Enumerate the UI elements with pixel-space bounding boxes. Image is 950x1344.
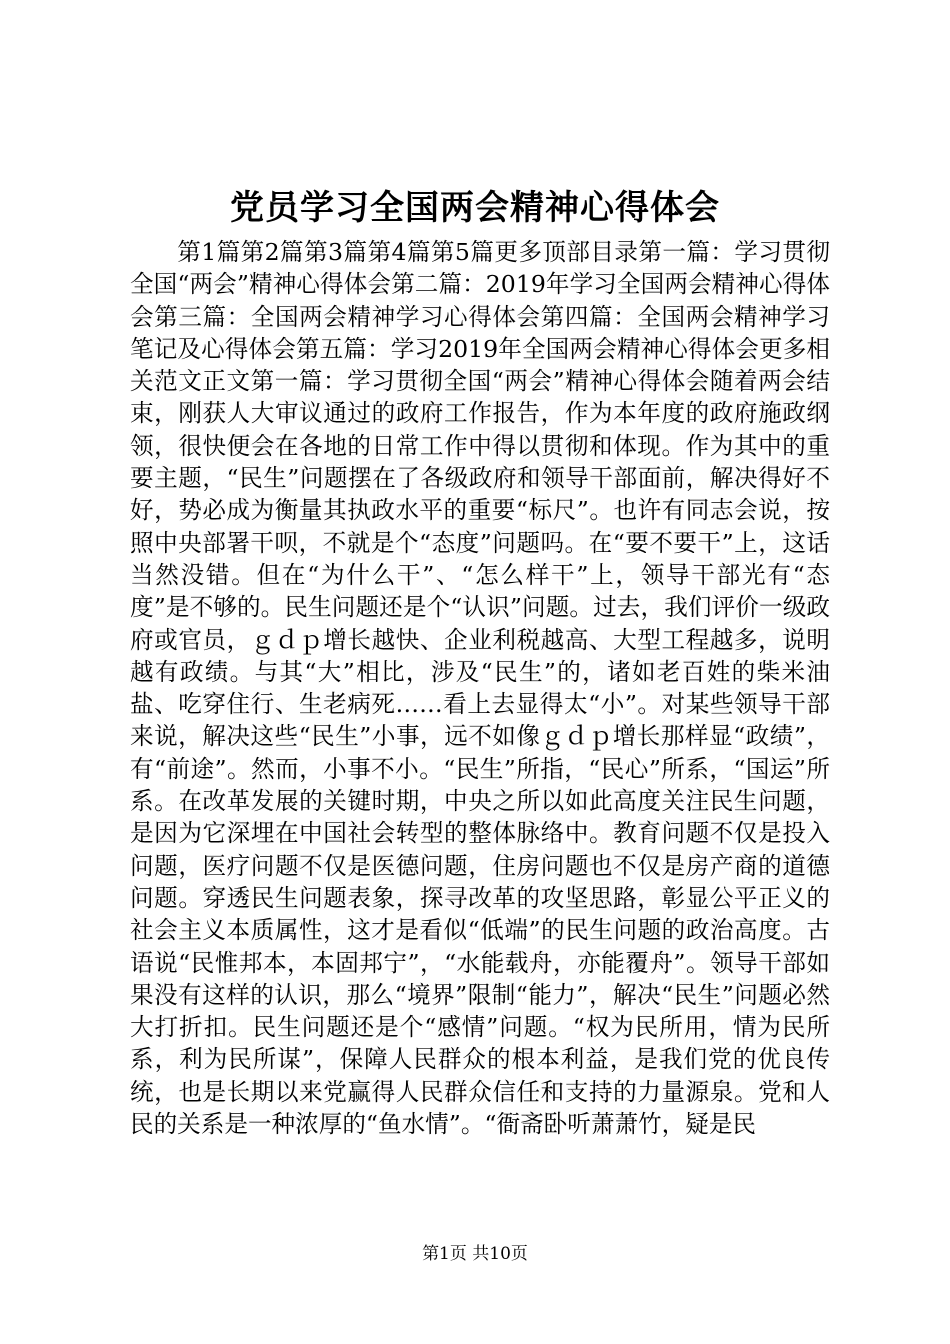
page-number: 第1页 xyxy=(422,1244,467,1264)
page-total: 共10页 xyxy=(472,1244,528,1264)
document-body: 第1篇第2篇第3篇第4篇第5篇更多顶部目录第一篇：学习贯彻全国“两会”精神心得体会第二篇：2019年学习全国两会精神心得体会第三篇：全国两会精神学习心得体会第四篇：全国两会精神学习笔记及心得体会第五篇：学习2019年全国两会精神心得体会更多相关范文正文第一篇：学习贯彻全国“两会”精神心得体会随着两会结束，刚获人大审议通过的政府工作报告，作为本年度的政府施政纲领，很快便会在各地的日常工作中得以贯彻和体现。作为其中的重要主题，“民生”问题摆在了各级政府和领导干部面前，解决得好不好，势必成为衡量其执政水平的重要“标尺”。也许有同志会说，按照中央部署干呗，不就是个“态度”问题吗。在“要不要干”上，这话当然没错。但在“为什么干”、“怎么样干”上，领导干部光有“态度”是不够的。民生问题还是个“认识”问题。过去，我们评价一级政府或官员，ｇｄｐ增长越快、企业利税越高、大型工程越多，说明越有政绩。与其“大”相比，涉及“民生”的，诸如老百姓的柴米油盐、吃穿住行、生老病死……看上去显得太“小”。对某些领导干部来说，解决这些“民生”小事，远不如像ｇｄｐ增长那样显“政绩”，有“前途”。然而，小事不小。“民生”所指，“民心”所系，“国运”所系。在改革发展的关键时期，中央之所以如此高度关注民生问题，是因为它深埋在中国社会转型的整体脉络中。教育问题不仅是投入问题，医疗问题不仅是医德问题，住房问题也不仅是房产商的道德问题。穿透民生问题表象，探寻改革的攻坚思路，彰显公平正义的社会主义本质属性，这才是看似“低端”的民生问题的政治高度。古语说“民惟邦本，本固邦宁”，“水能载舟，亦能覆舟”。领导干部如果没有这样的认识，那么“境界”限制“能力”，解决“民生”问题必然大打折扣。民生问题还是个“感情”问题。“权为民所用，情为民所系，利为民所谋”，保障人民群众的根本利益，是我们党的优良传统，也是长期以来党赢得人民群众信任和支持的力量源泉。党和人民的关系是一种浓厚的“鱼水情”。“衙斋卧听萧萧竹，疑是民 xyxy=(130,238,830,1139)
document-title: 党员学习全国两会精神心得体会 xyxy=(230,188,720,228)
page-footer xyxy=(0,1243,950,1265)
